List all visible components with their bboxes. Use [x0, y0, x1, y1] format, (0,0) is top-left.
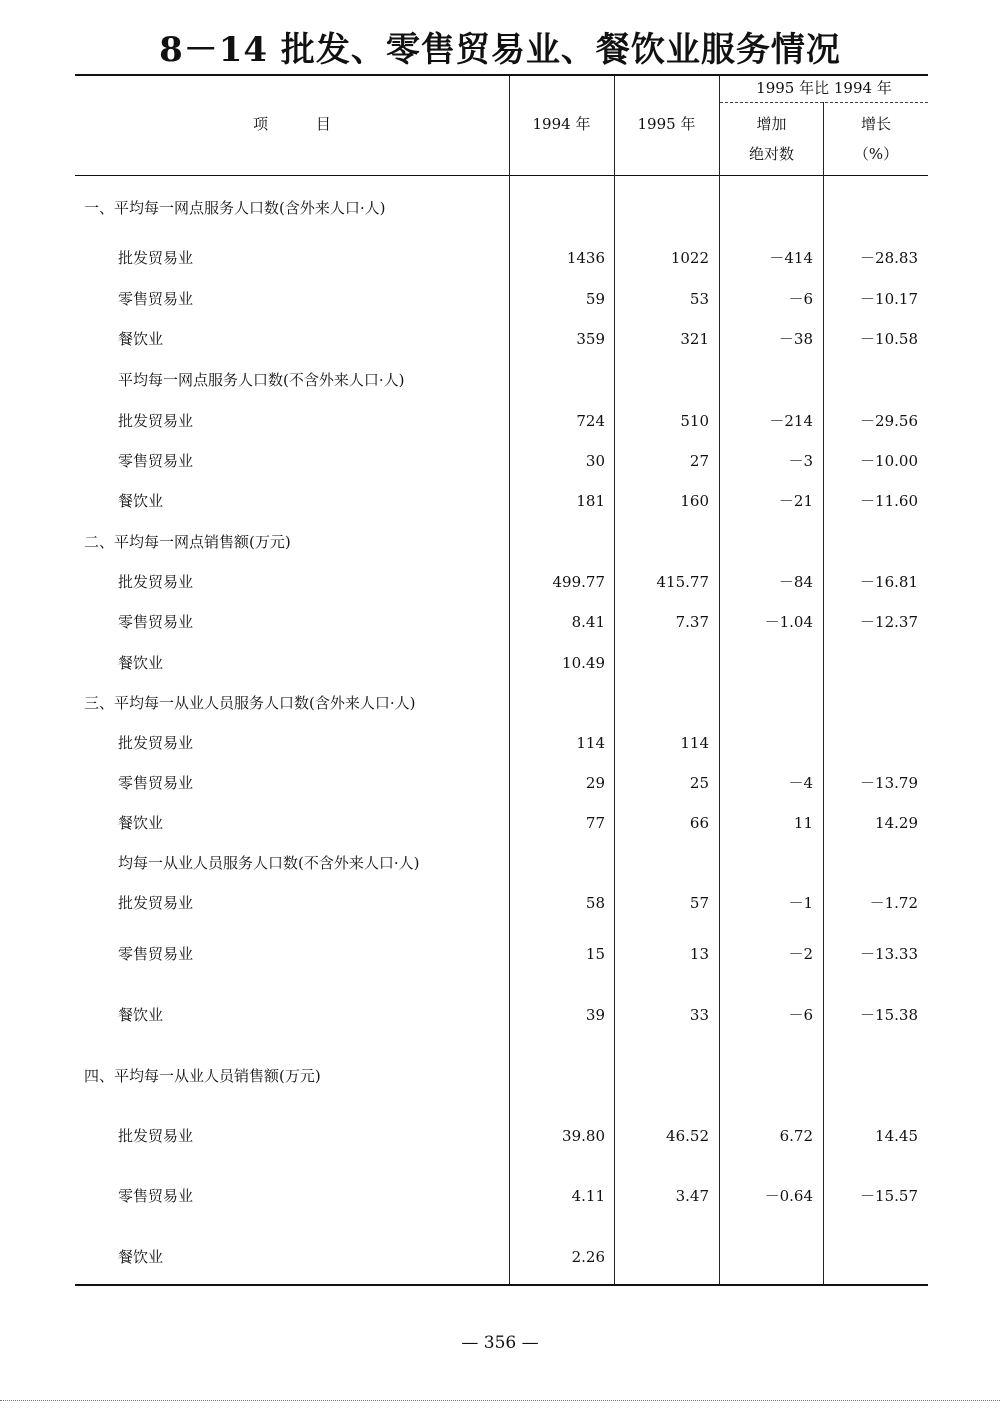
- page-number: — 356 —: [461, 1333, 539, 1353]
- cell-v1994: 58: [585, 894, 605, 912]
- row-label: 餐饮业: [118, 814, 164, 832]
- cell-pct: －10.00: [860, 452, 918, 470]
- row-label: 餐饮业: [118, 492, 164, 510]
- row-label: 餐饮业: [118, 330, 164, 348]
- row-label: 餐饮业: [118, 1248, 164, 1266]
- cell-pct: －29.56: [860, 412, 918, 430]
- cell-abs: －414: [769, 249, 813, 267]
- col-divider-pct: [823, 102, 824, 1284]
- row-label: 零售贸易业: [118, 1187, 194, 1205]
- cell-v1995: 33: [689, 1006, 709, 1024]
- row-label: 餐饮业: [118, 1006, 164, 1024]
- cell-abs: 6.72: [779, 1127, 813, 1145]
- cell-abs: －21: [778, 492, 813, 510]
- cell-v1994: 724: [576, 412, 605, 430]
- cell-v1995: 27: [689, 452, 709, 470]
- section-heading: 一、平均每一网点服务人口数(含外来人口·人): [84, 199, 386, 217]
- cell-abs: －6: [788, 290, 813, 308]
- cell-v1994: 10.49: [562, 654, 605, 672]
- row-label: 均每一从业人员服务人口数(不含外来人口·人): [118, 854, 420, 872]
- cell-v1995: 510: [680, 412, 709, 430]
- cell-v1995: 53: [689, 290, 709, 308]
- table-bottom-rule: [75, 1284, 928, 1286]
- header-item: 项 目: [253, 115, 331, 133]
- cell-v1994: 4.11: [571, 1187, 605, 1205]
- cell-v1994: 359: [576, 330, 605, 348]
- cell-v1995: 415.77: [656, 573, 709, 591]
- cell-pct: －15.57: [860, 1187, 918, 1205]
- header-abs-line2: 绝对数: [748, 145, 794, 163]
- row-label: 零售贸易业: [118, 945, 194, 963]
- cell-abs: －6: [788, 1006, 813, 1024]
- cell-v1994: 39: [585, 1006, 605, 1024]
- scan-edge: [0, 1400, 1000, 1401]
- row-label: 批发贸易业: [118, 894, 194, 912]
- cell-v1994: 2.26: [571, 1248, 605, 1266]
- cell-v1995: 160: [680, 492, 709, 510]
- row-label: 批发贸易业: [118, 573, 194, 591]
- cell-pct: －28.83: [860, 249, 918, 267]
- cell-abs: －4: [788, 774, 813, 792]
- row-label: 零售贸易业: [118, 290, 194, 308]
- cell-abs: －2: [788, 945, 813, 963]
- row-label: 批发贸易业: [118, 249, 194, 267]
- cell-v1995: 66: [689, 814, 709, 832]
- cell-v1994: 29: [585, 774, 605, 792]
- header-1995: 1995 年: [637, 115, 696, 133]
- cell-v1994: 181: [576, 492, 605, 510]
- cell-pct: －13.79: [860, 774, 918, 792]
- cell-v1994: 15: [585, 945, 605, 963]
- page-title: 8－14 批发、零售贸易业、餐饮业服务情况: [159, 30, 841, 70]
- cell-v1994: 59: [585, 290, 605, 308]
- section-heading: 四、平均每一从业人员销售额(万元): [84, 1067, 321, 1085]
- cell-v1995: 114: [680, 734, 709, 752]
- row-label: 零售贸易业: [118, 613, 194, 631]
- header-bottom-rule: [75, 175, 928, 176]
- cell-v1994: 499.77: [552, 573, 605, 591]
- header-pct-line2: （%）: [853, 145, 899, 163]
- cell-pct: －16.81: [860, 573, 918, 591]
- cell-pct: －13.33: [860, 945, 918, 963]
- header-1994: 1994 年: [532, 115, 591, 133]
- row-label: 零售贸易业: [118, 774, 194, 792]
- header-abs-line1: 增加: [756, 115, 787, 133]
- cell-v1995: 7.37: [675, 613, 709, 631]
- cell-v1994: 77: [585, 814, 605, 832]
- cell-pct: －10.17: [860, 290, 918, 308]
- cell-v1994: 1436: [566, 249, 605, 267]
- cell-v1995: 57: [689, 894, 709, 912]
- cell-abs: －214: [769, 412, 813, 430]
- section-heading: 二、平均每一网点销售额(万元): [84, 533, 291, 551]
- cell-abs: －3: [788, 452, 813, 470]
- cell-v1995: 46.52: [666, 1127, 709, 1145]
- cell-v1994: 30: [585, 452, 605, 470]
- row-label: 餐饮业: [118, 654, 164, 672]
- cell-v1995: 321: [680, 330, 709, 348]
- row-label: 零售贸易业: [118, 452, 194, 470]
- cell-v1995: 25: [689, 774, 709, 792]
- header-pct-line1: 增长: [860, 115, 891, 133]
- row-label: 平均每一网点服务人口数(不含外来人口·人): [118, 371, 405, 389]
- cell-abs: －38: [778, 330, 813, 348]
- cell-pct: －12.37: [860, 613, 918, 631]
- cell-v1995: 3.47: [675, 1187, 709, 1205]
- cell-v1994: 39.80: [562, 1127, 605, 1145]
- cell-v1994: 114: [576, 734, 605, 752]
- cell-pct: －10.58: [860, 330, 918, 348]
- row-label: 批发贸易业: [118, 1127, 194, 1145]
- cell-v1995: 1022: [670, 249, 709, 267]
- cell-pct: －15.38: [860, 1006, 918, 1024]
- cell-pct: 14.45: [875, 1127, 918, 1145]
- header-compare: 1995 年比 1994 年: [756, 79, 892, 97]
- cell-v1994: 8.41: [571, 613, 605, 631]
- cell-abs: －1: [788, 894, 813, 912]
- row-label: 批发贸易业: [118, 734, 194, 752]
- row-label: 批发贸易业: [118, 412, 194, 430]
- cell-pct: －1.72: [869, 894, 918, 912]
- cell-abs: 11: [793, 814, 813, 832]
- cell-v1995: 13: [689, 945, 709, 963]
- cell-abs: －84: [778, 573, 813, 591]
- cell-pct: －11.60: [860, 492, 918, 510]
- section-heading: 三、平均每一从业人员服务人口数(含外来人口·人): [84, 694, 416, 712]
- cell-abs: －1.04: [764, 613, 813, 631]
- cell-abs: －0.64: [764, 1187, 813, 1205]
- cell-pct: 14.29: [875, 814, 918, 832]
